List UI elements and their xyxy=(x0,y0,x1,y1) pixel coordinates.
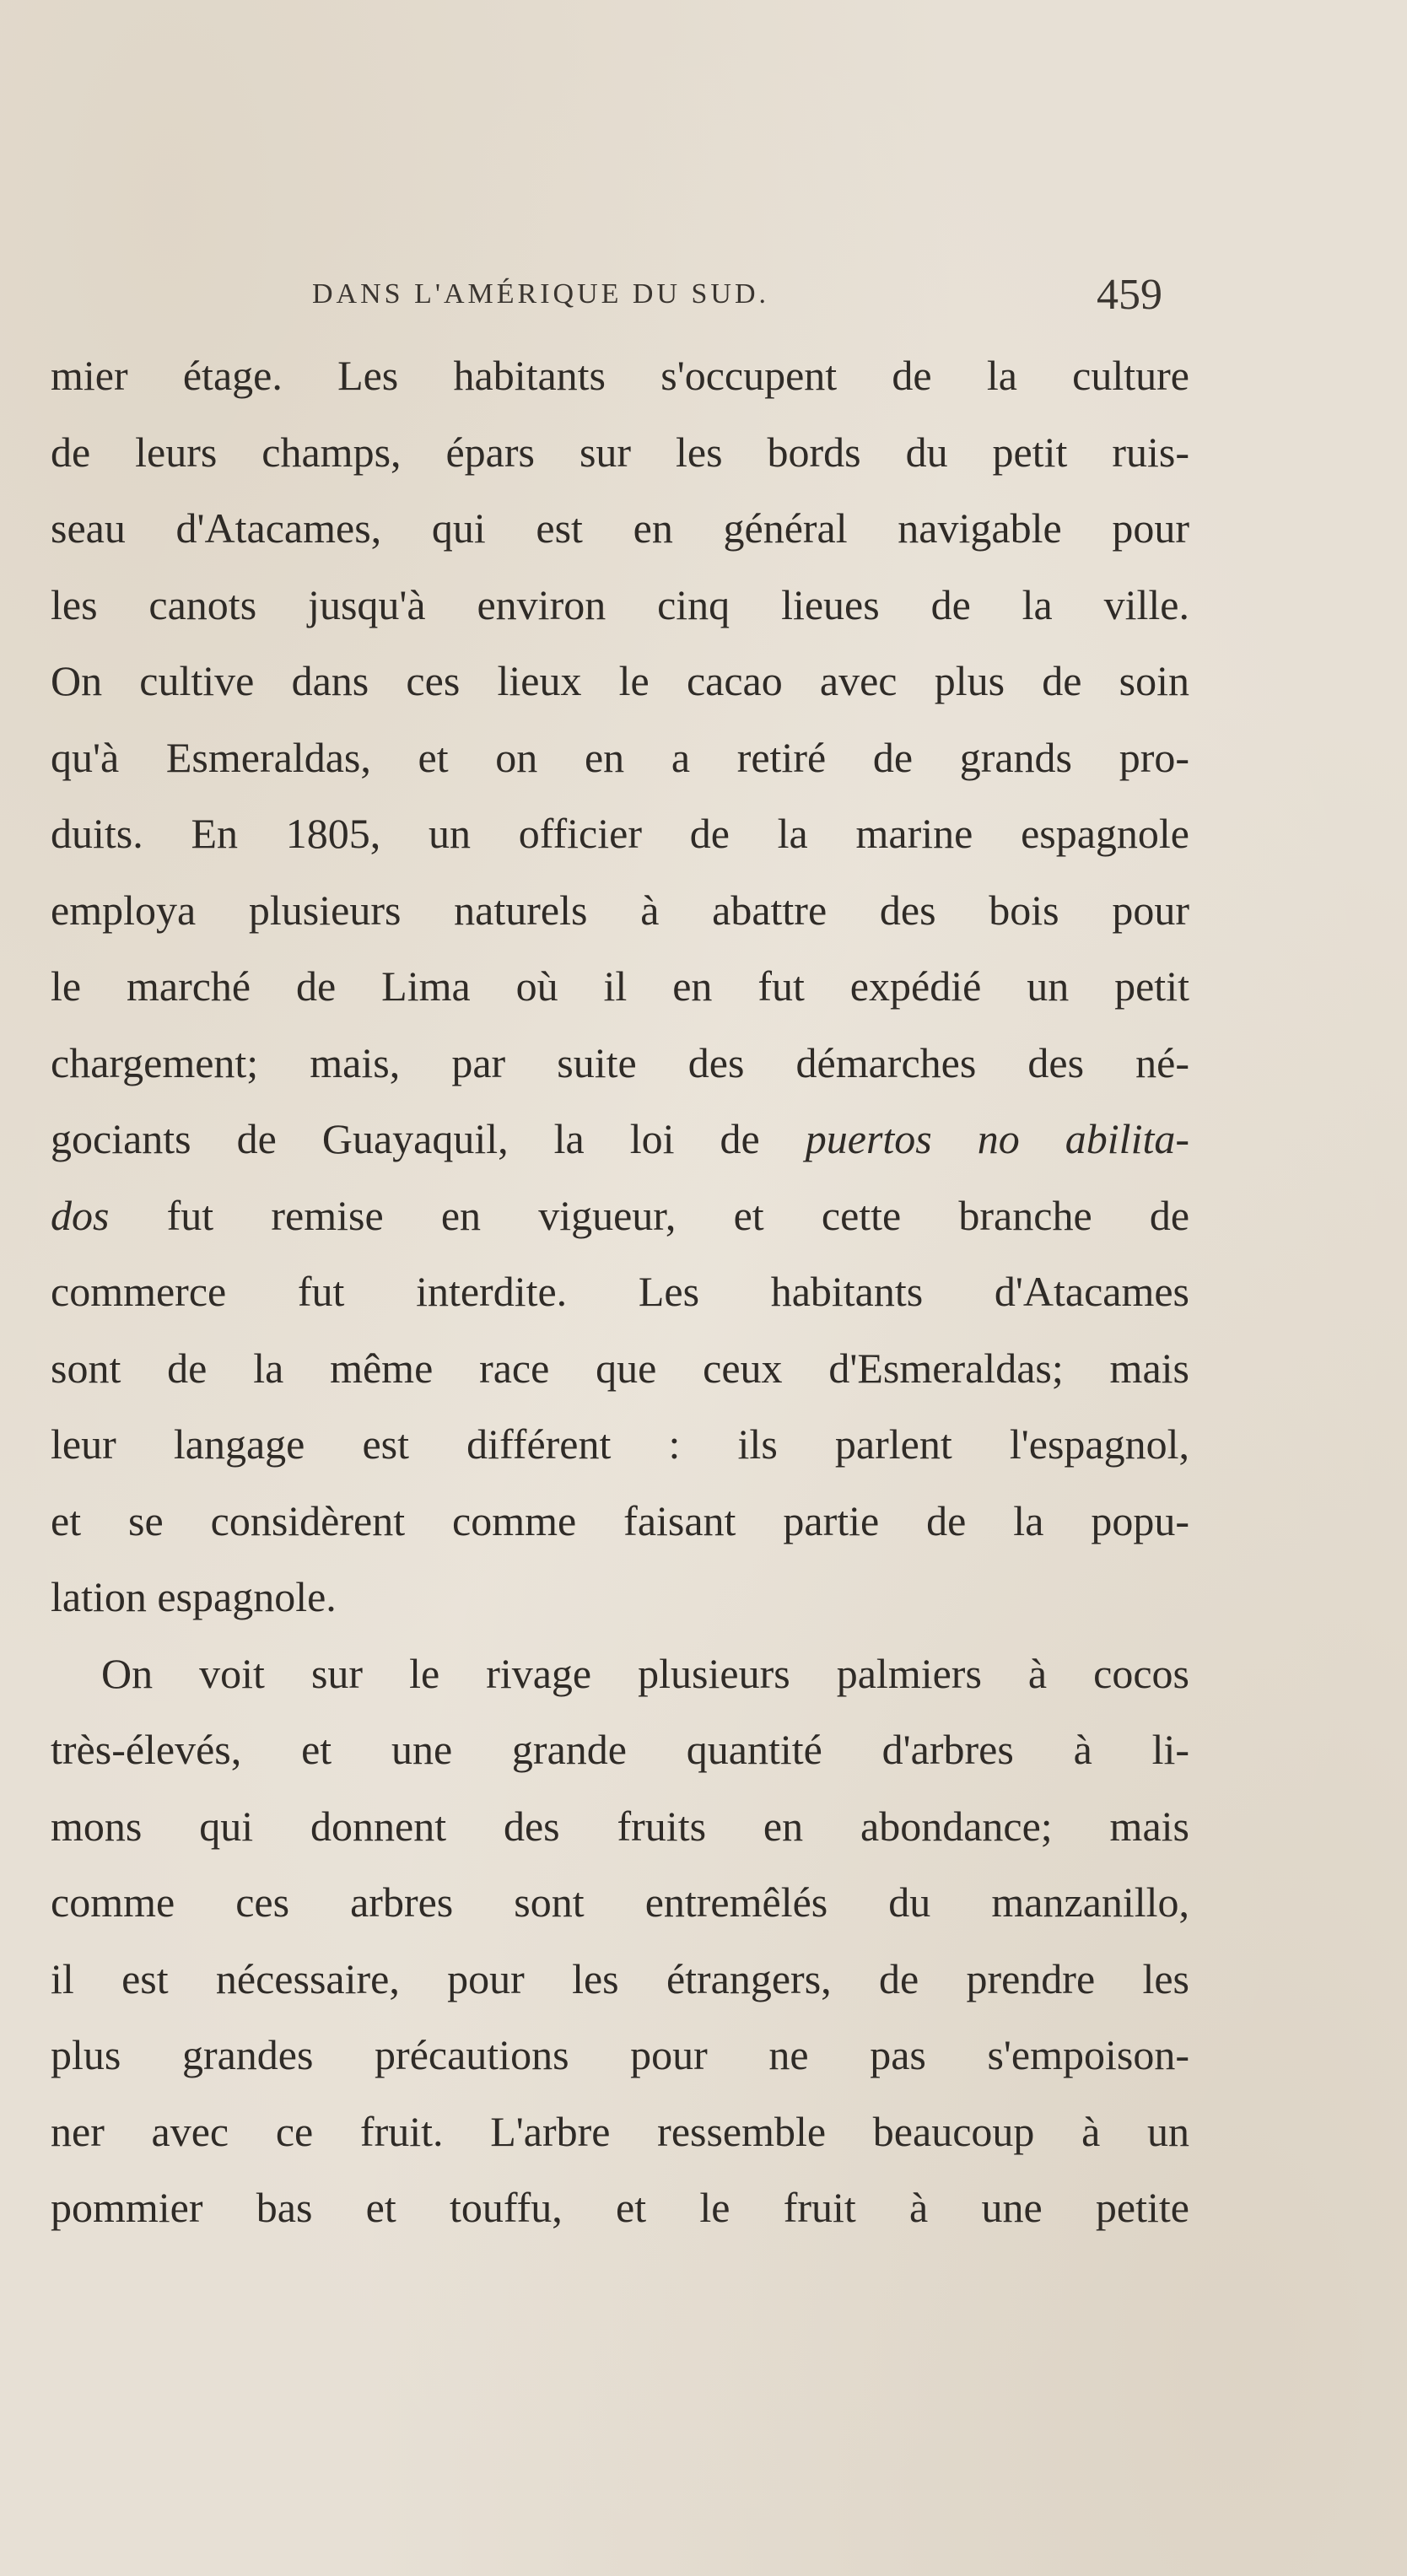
text-line: On cultive dans ces lieux le cacao avec plus de soin xyxy=(51,657,1189,704)
text-line: le marché de Lima où il en fut expédié un petit xyxy=(51,962,1189,1010)
italic-phrase: dos xyxy=(51,1191,110,1239)
text-line: et se considèrent comme faisant partie de la popu- xyxy=(51,1496,1189,1544)
text-line: qu'à Esmeraldas, et on en a retiré de grands pro- xyxy=(51,733,1189,781)
text-line: il est nécessaire, pour les étrangers, de prendre les xyxy=(51,1954,1189,2002)
text-line: employa plusieurs naturels à abattre des bois pour xyxy=(51,886,1189,934)
italic-phrase: puertos no abilita- xyxy=(805,1115,1189,1162)
text-line: duits. En 1805, un officier de la marine espagnole xyxy=(51,810,1189,857)
text-line: sont de la même race que ceux d'Esmeraldas; mais xyxy=(51,1344,1189,1392)
text-line: commerce fut interdite. Les habitants d'Atacames xyxy=(51,1268,1189,1315)
running-head xyxy=(51,270,1232,321)
text-segment: gociants de Guayaquil, la loi de xyxy=(51,1115,760,1162)
text-line-with-italic xyxy=(51,1101,1189,1178)
text-line: les canots jusqu'à environ cinq lieues de la ville. xyxy=(51,580,1189,628)
text-line: lation espagnole. xyxy=(51,1573,337,1620)
page-number: 459 xyxy=(1097,271,1162,319)
text-line: chargement; mais, par suite des démarches des né- xyxy=(51,1038,1189,1086)
text-line: pommier bas et touffu, et le fruit à une petite xyxy=(51,2184,1189,2231)
body-text xyxy=(51,337,1189,2246)
text-line: très-élevés, et une grande quantité d'arbres à li- xyxy=(51,1726,1189,1773)
running-title: DANS L'AMÉRIQUE DU SUD. xyxy=(312,278,770,310)
text-line: comme ces arbres sont entremêlés du manzanillo, xyxy=(51,1878,1189,1926)
text-line-with-italic xyxy=(51,1178,1189,1254)
text-segment: fut remise en vigueur, et cette branche de xyxy=(166,1191,1190,1239)
text-line: leur langage est différent : ils parlent l'espagnol, xyxy=(51,1420,1189,1468)
text-line: plus grandes précautions pour ne pas s'empoison- xyxy=(51,2031,1189,2078)
text-line: mier étage. Les habitants s'occupent de la culture xyxy=(51,352,1189,399)
text-line: de leurs champs, épars sur les bords du petit ruis- xyxy=(51,428,1189,476)
text-line: seau d'Atacames, qui est en général navigable pour xyxy=(51,504,1189,552)
text-line: mons qui donnent des fruits en abondance; mais xyxy=(51,1802,1189,1850)
text-line: On voit sur le rivage plusieurs palmiers à cocos xyxy=(101,1649,1189,1697)
text-line: ner avec ce fruit. L'arbre ressemble beaucoup à un xyxy=(51,2107,1189,2155)
